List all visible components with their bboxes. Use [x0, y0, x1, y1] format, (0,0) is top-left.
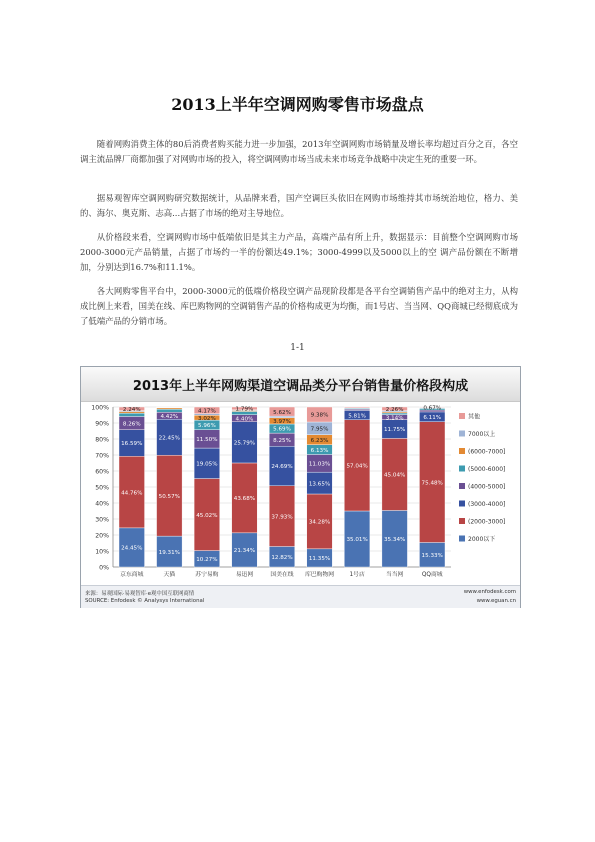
data-label: 75.48% — [421, 480, 443, 487]
x-tick-label: QQ商城 — [421, 572, 443, 578]
source-url-1: www.enfodesk.com — [463, 589, 516, 595]
data-label: 10.27% — [196, 556, 218, 563]
legend-swatch — [459, 466, 465, 472]
data-label: 45.02% — [196, 512, 218, 519]
data-label: 3.14% — [385, 415, 404, 422]
legend-swatch — [459, 448, 465, 454]
data-label: 57.04% — [346, 463, 368, 470]
data-label: 37.93% — [271, 514, 293, 521]
data-label: 0.67% — [423, 405, 442, 412]
y-tick-label: 40% — [95, 500, 109, 508]
legend-swatch — [459, 431, 465, 437]
y-tick-label: 70% — [95, 452, 109, 460]
figure-label: 1-1 — [290, 343, 305, 353]
data-label: 24.45% — [121, 545, 143, 552]
data-label: 5.62% — [273, 409, 291, 416]
data-label: 6.23% — [310, 437, 329, 444]
data-label: 5.81% — [348, 413, 367, 420]
data-label: 15.33% — [421, 552, 443, 559]
paragraph-1: 随着网购消费主体的80后消费者购买能力进一步加强，2013年空调网购市场销量及增长率均超过百分之百，各空调主流品牌厂商都加强了对网购市场的投入，将空调网购市场当成未来市场竞争战略中决定生死的重要一环。 — [80, 139, 518, 164]
data-label: 16.59% — [121, 441, 143, 448]
data-label: 1.79% — [235, 406, 254, 413]
legend-label: (4000-5000] — [468, 483, 506, 491]
y-tick-label: 100% — [91, 404, 109, 412]
data-label: 5.69% — [273, 426, 291, 433]
data-label: 22.45% — [158, 435, 181, 442]
data-label: 43.68% — [233, 496, 256, 503]
data-label: 4.42% — [160, 413, 179, 420]
y-tick-label: 90% — [95, 420, 109, 428]
data-label: 11.35% — [308, 556, 331, 563]
bar-segment — [119, 413, 145, 416]
stacked-bar-chart — [81, 401, 520, 585]
data-label: 21.34% — [233, 548, 256, 555]
data-label: 11.03% — [308, 461, 331, 468]
data-label: 4.17% — [197, 408, 216, 415]
x-tick-label: 苏宁易购 — [195, 572, 219, 578]
paragraph-4: 各大网购零售平台中，2000-3000元的低端价格段空调产品现阶段都是各平台空调销售产品中的绝对主力，从构成比例上来看，国美在线、库巴购物网的空调销售产品的价格构成更为均衡，而1号店、当当网、QQ商城已经彻底成为了低端产品的分销市场。 — [80, 286, 518, 326]
data-label: 6.11% — [423, 415, 442, 422]
legend-label: 2000以下 — [468, 536, 496, 544]
x-tick-label: 1号店 — [349, 572, 365, 578]
x-tick-label: 京东商城 — [120, 572, 144, 578]
source-text-en: SOURCE: Enfodesk © Analysys International — [85, 598, 205, 604]
legend-swatch — [459, 483, 465, 489]
legend-swatch — [459, 536, 465, 542]
legend-swatch — [459, 413, 465, 419]
data-label: 45.04% — [383, 472, 406, 479]
legend-label: 其他 — [468, 413, 481, 421]
paragraph-3: 从价格段来看，空调网购市场中低端依旧是其主力产品，高端产品有所上升，数据显示：目前整个空调网购市场2000-3000元产品销量，占据了市场约一半的份额达49.1%；3000-4999以及5000以上的空 调产品份额在不断增加，分别达到16.7%和11.1%。 — [80, 232, 518, 272]
data-label: 7.95% — [310, 426, 329, 433]
data-label: 8.25% — [273, 437, 291, 444]
data-label: 19.31% — [158, 549, 181, 556]
bar-segment — [382, 413, 408, 415]
x-tick-label: 天猫 — [163, 572, 176, 578]
legend-label: (2000-3000] — [468, 518, 506, 526]
data-label: 25.79% — [233, 440, 256, 447]
x-tick-label: 库巴购物网 — [305, 572, 335, 578]
y-tick-label: 50% — [95, 484, 109, 492]
x-tick-label: 易迅网 — [235, 572, 254, 578]
chart-title-bar — [81, 367, 520, 402]
data-label: 50.57% — [158, 493, 181, 500]
data-label: 3.97% — [273, 419, 291, 426]
data-label: 34.28% — [308, 519, 331, 526]
data-label: 11.50% — [196, 437, 218, 444]
data-label: 2.26% — [385, 407, 404, 414]
legend-label: 7000以上 — [468, 431, 496, 439]
legend-label: (3000-4000] — [468, 501, 506, 509]
y-tick-label: 20% — [95, 532, 109, 540]
data-label: 12.82% — [271, 554, 293, 561]
paragraph-2: 据易观智库空调网购研究数据统计，从品牌来看，国产空调巨头依旧在网购市场维持其市场统治地位，格力、美的、海尔、奥克斯、志高...占据了市场的绝对主导地位。 — [80, 193, 518, 218]
data-label: 24.69% — [271, 464, 293, 471]
x-tick-label: 当当网 — [385, 572, 404, 578]
bar-segment — [269, 416, 295, 418]
data-label: 35.34% — [383, 536, 406, 543]
bar-segment — [344, 407, 370, 408]
data-label: 2.24% — [122, 406, 141, 413]
y-tick-label: 0% — [99, 564, 109, 572]
legend-label: (6000-7000] — [468, 448, 506, 456]
page-title: 2013上半年空调网购零售市场盘点 — [171, 95, 424, 114]
data-label: 6.13% — [310, 447, 329, 454]
legend-swatch — [459, 501, 465, 507]
data-label: 44.76% — [121, 490, 143, 497]
data-label: 11.75% — [383, 427, 406, 434]
y-tick-label: 10% — [95, 548, 109, 556]
source-url-2: www.eguan.cn — [476, 598, 516, 604]
y-tick-label: 80% — [95, 436, 109, 444]
bar-segment — [157, 409, 183, 412]
data-label: 3.02% — [197, 415, 216, 422]
data-label: 4.40% — [235, 416, 254, 423]
source-band — [81, 585, 520, 608]
x-tick-label: 国美在线 — [270, 572, 294, 578]
y-tick-label: 30% — [95, 516, 109, 524]
source-text-cn: 来源：易观国际·易观智库·e观中国互联网商情 — [85, 591, 195, 597]
chart-container — [80, 366, 521, 608]
legend-swatch — [459, 518, 465, 524]
data-label: 19.05% — [196, 461, 218, 468]
data-label: 13.65% — [308, 481, 331, 488]
data-label: 5.96% — [197, 423, 216, 430]
legend-label: (5000-6000] — [468, 466, 506, 474]
data-label: 9.38% — [310, 412, 329, 419]
data-label: 8.26% — [122, 421, 141, 428]
chart-title: 2013年上半年网购渠道空调品类分平台销售量价格段构成 — [132, 379, 469, 394]
y-tick-label: 60% — [95, 468, 109, 476]
data-label: 35.01% — [346, 537, 368, 544]
